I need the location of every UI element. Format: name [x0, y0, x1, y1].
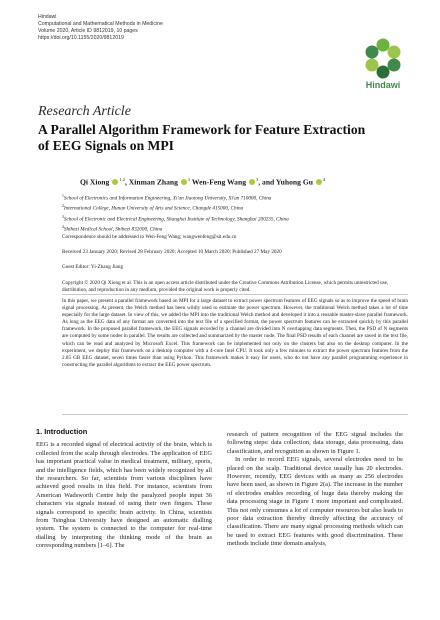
copyright-notice: Copyright © 2020 Qi Xiong et al. This is an open access article distributed under the Creative Commons Attribution License, which permits unrestricted use, distribution, and reproduction in any medium, provided the original work is properly cited.	[62, 280, 389, 293]
orcid-icon[interactable]	[316, 179, 322, 185]
section-heading: 1. Introduction	[36, 427, 88, 436]
author-name: Qi Xiong	[80, 177, 110, 187]
author-affil-sup: 1,2	[119, 177, 125, 182]
affiliation-list	[62, 193, 289, 234]
body-paragraph: In order to record EEG signals, several electrodes need to be placed on the scalp. Traditional device usually has 20 electrodes. However, recently, EEG devices with as many as 256 electrodes have been used, as shown in Figure 2(a). The increase in the number of electrodes enables recording of huge data thereby making the data processing stage in Figure 1 more important and complicated. This not only consumes a lot of computer resources but also leads to poor data extraction thereby directly affecting the accuracy of classification. There are many signal processing methods which can be used to extract EEG features with good discrimination. These methods include time domain analysis,	[227, 456, 403, 548]
journal-name: Computational and Mathematical Methods in Medicine	[38, 21, 163, 27]
logo-wordmark: Hindawi	[365, 80, 401, 90]
hindawi-logo-icon	[363, 36, 403, 80]
column-left	[36, 428, 212, 551]
orcid-icon[interactable]	[112, 179, 118, 185]
body-paragraph: research of pattern recognition of the EEG signal includes the following steps: data collection, data storage, data processing, data classification, and recognition as shown in Figure 1.	[227, 431, 403, 455]
affiliation: $^4$Shihezi Medical School, Shihezi 832000, China	[62, 224, 163, 233]
correspondence-line: Correspondence should be addressed to Wen-Feng Wang; wangwenfeng@sit.edu.cn	[62, 234, 237, 240]
affiliation: $^2$International College, Hunan University of Arts and Science, Changde 415000, China	[62, 204, 244, 213]
author-affil-sup: 4	[322, 177, 326, 182]
article-type: Research Article	[38, 104, 131, 119]
article-title: A Parallel Algorithm Framework for Feature Extraction of EEG Signals on MPI	[38, 122, 366, 153]
column-right	[227, 431, 403, 549]
body-paragraph: EEG is a recorded signal of electrical activity of the brain, which is collected from the scalp through electrodes. The application of EEG has important practical value in medical treatment, military, sports, and the intelligence fields, which has been widely recognized by all the researchers. So far, scientists from various disciplines have achieved good results in this field. For instance, scientists from American Wadsworth Centre help the paralyzed people input 36 characters via signals instead of using their own fingers. These signals correspond to specific brain activity. In China, scientists from Tsinghua University have designed an automatic dialling system. The system is connected to the computer for real-time dialling by interpreting the thinking mode of the brain as corresponding numbers [1–6]. The	[36, 441, 212, 550]
author-name: Xinman Zhang	[128, 177, 178, 187]
author-affil-sup: 3	[255, 177, 259, 182]
author-list: Qi Xiong $^{1,2}$, Xinman Zhang $^1$ Wen-Feng Wang $^3$, and Yuhong Gu $^4$	[80, 177, 326, 187]
dates-line: Received 23 January 2020; Revised 28 February 2020; Accepted 10 March 2020; Published 27 May 2020	[62, 249, 282, 255]
divider	[62, 414, 408, 415]
divider	[62, 294, 408, 295]
doi-link[interactable]: https://doi.org/10.1155/2020/9812019	[38, 35, 124, 41]
author-name: Wen-Feng Wang	[191, 177, 247, 187]
orcid-icon[interactable]	[181, 179, 187, 185]
author-name: Yuhong Gu	[275, 177, 313, 187]
author-affil-sup: 1	[187, 177, 191, 182]
abstract-text: In this paper, we present a parallel framework based on MPI for a large dataset to extract power spectrum features of EEG signals so as to improve the speed of brain signal processing. At present, the Welch method has been wildly used to estimate the power spectrum. However, the traditional Welch method takes a lot of time especially for the large dataset. In view of this, we added the MPI into the traditional Welch method and developed it into a reusable master-slave parallel framework. As long as the EEG data of any format are converted into the text file of a specified format, the power spectrum features can be extracted quickly by this parallel framework. In the proposed parallel framework, the EEG signals recorded by a channel are divided into N overlapping data segments. Then, the PSD of N segments are computed by some nodes in parallel. The results are collected and summarized by the master node. The final PSD results of each channel are saved in the text file, which can be read and analyzed by Microsoft Excel. This framework can be implemented not only on the clusters but also on the desktop computer. In the experiment, we deploy this framework on a desktop computer with a 4-core Intel CPU. It took only a few minutes to extract the power spectrum features from the 2.85 GB EEG dataset, seven times faster than using Python. This framework makes it easy for users, who do not have any parallel programming experience in constructing the parallel algorithms to extract the EEG power spectrum.	[62, 298, 408, 368]
guest-editor-line: Guest Editor: Yi-Zhang Jiang	[62, 264, 124, 270]
affiliation: $^1$School of Electronics and Information Engineering, Xi'an Jiaotong University, Xi'an 710000, China	[62, 194, 272, 202]
publisher-name: Hindawi	[38, 14, 57, 20]
orcid-icon[interactable]	[249, 179, 255, 185]
volume-info: Volume 2020, Article ID 9812019, 10 pages	[38, 28, 138, 34]
journal-header	[38, 14, 163, 42]
affiliation: $^3$School of Electronic and Electrical Engineering, Shanghai Institute of Technology, Shanghai 200235, China	[62, 214, 289, 223]
